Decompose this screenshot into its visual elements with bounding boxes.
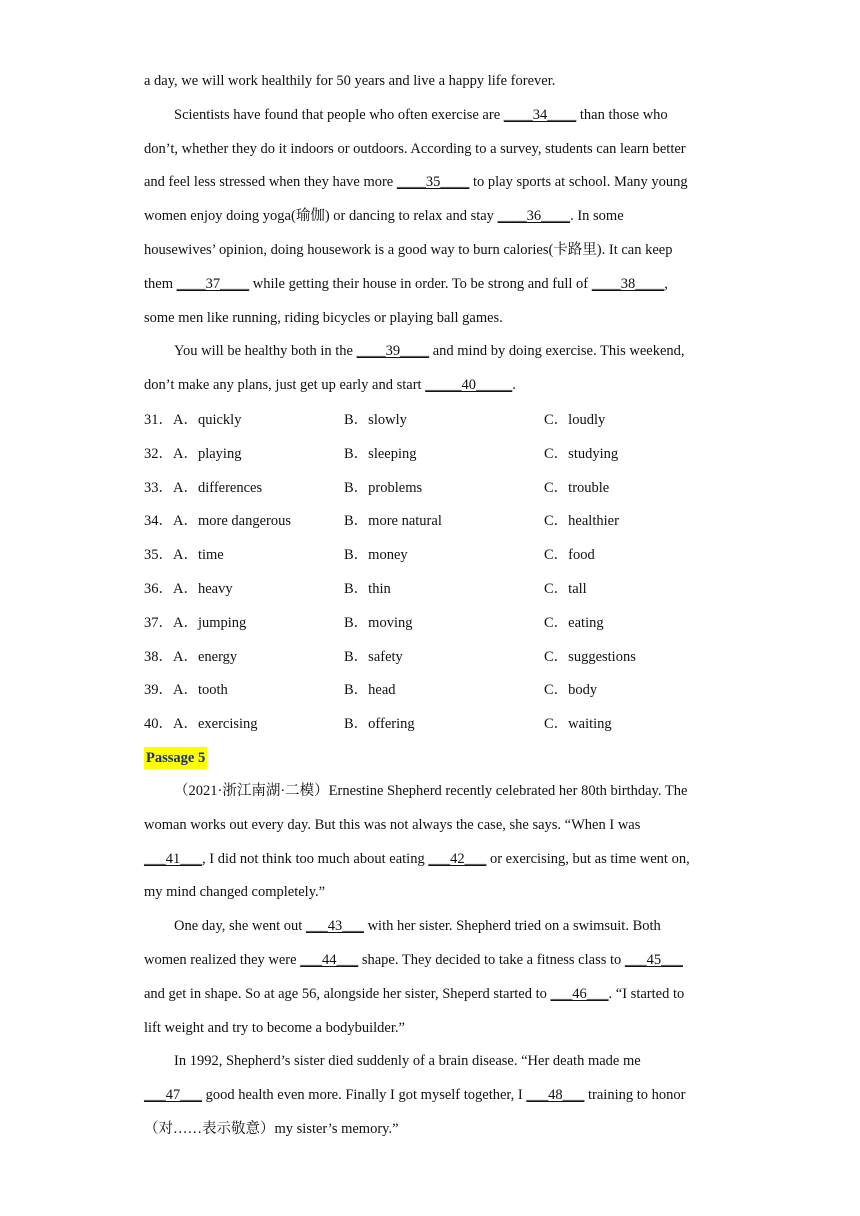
- text-run: , I did not think too much about eating: [202, 850, 429, 867]
- answer-blank: ____39____: [356, 343, 430, 360]
- answer-blank: ___41___: [144, 850, 202, 867]
- answer-blank: ____36____: [497, 208, 571, 225]
- answer-blank: ____38____: [591, 275, 665, 292]
- option-b: B．slowly: [344, 412, 407, 428]
- option-a-text: A．exercising: [173, 716, 258, 733]
- option-row: [144, 505, 744, 539]
- text-line: [144, 876, 720, 910]
- option-b: B．safety: [344, 648, 403, 665]
- text-run: ,: [664, 275, 668, 292]
- option-c: C．waiting: [544, 716, 612, 733]
- option-c: C．suggestions: [544, 648, 636, 665]
- text-line: [144, 775, 720, 809]
- option-c: C．body: [544, 682, 598, 699]
- text-line: [144, 200, 720, 234]
- text-run: good health even more. Finally I got myself together, I: [202, 1087, 527, 1104]
- text-run: women realized they were: [144, 951, 301, 968]
- options-list: [144, 404, 744, 742]
- text-line: [144, 302, 720, 336]
- question-number: 32．: [144, 445, 173, 462]
- option-a: [144, 472, 262, 506]
- option-a-text: A．quickly: [173, 412, 242, 428]
- text-run: my mind changed completely.”: [144, 884, 326, 901]
- question-number: 34．: [144, 513, 173, 530]
- option-a-text: A．jumping: [173, 614, 247, 631]
- option-a: [144, 641, 237, 675]
- option-a-text: A．playing: [173, 445, 242, 462]
- option-a: [144, 708, 258, 742]
- option-row: [144, 438, 744, 472]
- question-number: 37．: [144, 614, 173, 631]
- text-line: [144, 335, 720, 369]
- question-number: 38．: [144, 648, 173, 665]
- option-a-text: A．energy: [173, 648, 238, 665]
- option-row: [144, 573, 744, 607]
- text-run: （对……表示敬意）my sister’s memory.”: [144, 1120, 399, 1137]
- text-line: [144, 65, 720, 99]
- option-b: B．offering: [344, 716, 415, 733]
- option-row: [144, 708, 744, 742]
- text-line: [144, 843, 720, 877]
- option-c: C．eating: [544, 614, 604, 631]
- passage-5-text: [144, 775, 720, 1147]
- text-line: [144, 166, 720, 200]
- option-row: [144, 404, 744, 438]
- text-run: or exercising, but as time went on,: [486, 850, 690, 867]
- text-run: them: [144, 275, 177, 292]
- option-b: B．moving: [344, 614, 413, 631]
- text-line: [144, 1079, 720, 1113]
- option-c: C．trouble: [544, 479, 610, 496]
- text-run: than those who: [576, 106, 668, 123]
- option-a-text: A．more dangerous: [173, 513, 291, 530]
- option-a-text: A．tooth: [173, 682, 228, 699]
- option-a: [144, 438, 241, 472]
- passage-5-heading: Passage 5: [144, 747, 207, 769]
- text-run: training to honor: [584, 1087, 686, 1104]
- text-run: .: [512, 377, 516, 394]
- text-run: and mind by doing exercise. This weekend,: [429, 343, 685, 360]
- question-number: 35．: [144, 547, 173, 564]
- option-a: [144, 404, 241, 438]
- text-line: [144, 944, 720, 978]
- text-line: [144, 1113, 720, 1147]
- text-run: shape. They decided to take a fitness class to: [358, 951, 625, 968]
- option-a: [144, 607, 246, 641]
- text-line: [144, 268, 720, 302]
- option-a-text: A．time: [173, 547, 224, 564]
- answer-blank: ___43___: [305, 918, 364, 935]
- option-b: B．head: [344, 682, 396, 699]
- option-a-text: A．differences: [173, 479, 263, 496]
- text-run: （2021·浙江南湖·二模）Ernestine Shepherd recently celebrated her 80th birthday. The: [174, 783, 688, 799]
- answer-blank: _____40_____: [425, 377, 513, 394]
- text-run: woman works out every day. But this was not always the case, she says. “When I was: [144, 816, 641, 833]
- answer-blank: ___45___: [624, 951, 683, 968]
- question-number: 31．: [144, 412, 173, 428]
- answer-blank: ___47___: [144, 1087, 202, 1104]
- question-number: 36．: [144, 580, 173, 597]
- text-run: while getting their house in order. To be strong and full of: [249, 275, 592, 292]
- text-run: . In some: [570, 208, 624, 225]
- text-line: [144, 978, 720, 1012]
- passage-4-text: [144, 65, 720, 403]
- option-c: C．food: [544, 547, 595, 564]
- text-line: [144, 1012, 720, 1046]
- option-c: C．studying: [544, 445, 619, 462]
- answer-blank: ___46___: [550, 985, 609, 1002]
- option-row: [144, 472, 744, 506]
- text-run: . “I started to: [608, 985, 685, 1002]
- option-c: C．healthier: [544, 513, 619, 530]
- text-line: [144, 99, 720, 133]
- text-run: and feel less stressed when they have more: [144, 174, 397, 191]
- answer-blank: ___42___: [428, 850, 487, 867]
- text-line: [144, 234, 720, 268]
- option-row: [144, 641, 744, 675]
- text-run: In 1992, Shepherd’s sister died suddenly of a brain disease. “Her death made me: [174, 1053, 641, 1070]
- option-row: [144, 539, 744, 573]
- text-run: housewives’ opinion, doing housework is a good way to burn calories(卡路里). It can keep: [144, 241, 673, 258]
- option-c: C．tall: [544, 580, 587, 597]
- text-line: [144, 910, 720, 944]
- text-run: with her sister. Shepherd tried on a swimsuit. Both: [363, 918, 661, 935]
- option-a: [144, 539, 224, 573]
- option-a: [144, 505, 291, 539]
- answer-blank: ___44___: [300, 951, 359, 968]
- option-b: B．thin: [344, 580, 391, 597]
- option-b: B．money: [344, 547, 408, 564]
- answer-blank: ____35____: [396, 174, 470, 191]
- option-a: [144, 674, 228, 708]
- text-run: don’t, whether they do it indoors or outdoors. According to a survey, students can learn better: [144, 140, 686, 157]
- text-line: [144, 369, 720, 403]
- question-number: 40．: [144, 716, 173, 733]
- answer-blank: ____37____: [176, 275, 250, 292]
- option-b: B．more natural: [344, 513, 442, 530]
- text-run: One day, she went out: [174, 918, 306, 935]
- text-line: [144, 133, 720, 167]
- text-run: women enjoy doing yoga(瑜伽) or dancing to relax and stay: [144, 208, 498, 225]
- option-a-text: A．heavy: [173, 580, 233, 597]
- option-row: [144, 607, 744, 641]
- text-line: [144, 1045, 720, 1079]
- text-run: lift weight and try to become a bodybuilder.”: [144, 1019, 405, 1036]
- text-run: to play sports at school. Many young: [469, 174, 688, 191]
- answer-blank: ____34____: [503, 106, 577, 123]
- text-run: Scientists have found that people who often exercise are: [174, 106, 504, 123]
- answer-blank: ___48___: [526, 1087, 585, 1104]
- question-number: 39．: [144, 682, 173, 699]
- text-line: [144, 809, 720, 843]
- option-b: B．problems: [344, 479, 423, 496]
- option-row: [144, 674, 744, 708]
- text-run: and get in shape. So at age 56, alongside her sister, Sheperd started to: [144, 985, 551, 1002]
- question-number: 33．: [144, 479, 173, 496]
- text-run: some men like running, riding bicycles or playing ball games.: [144, 309, 503, 326]
- option-a: [144, 573, 233, 607]
- option-c: C．loudly: [544, 412, 606, 428]
- text-run: a day, we will work healthily for 50 years and live a happy life forever.: [144, 73, 556, 89]
- text-run: You will be healthy both in the: [174, 343, 357, 360]
- option-b: B．sleeping: [344, 445, 417, 462]
- text-run: don’t make any plans, just get up early and start: [144, 377, 426, 394]
